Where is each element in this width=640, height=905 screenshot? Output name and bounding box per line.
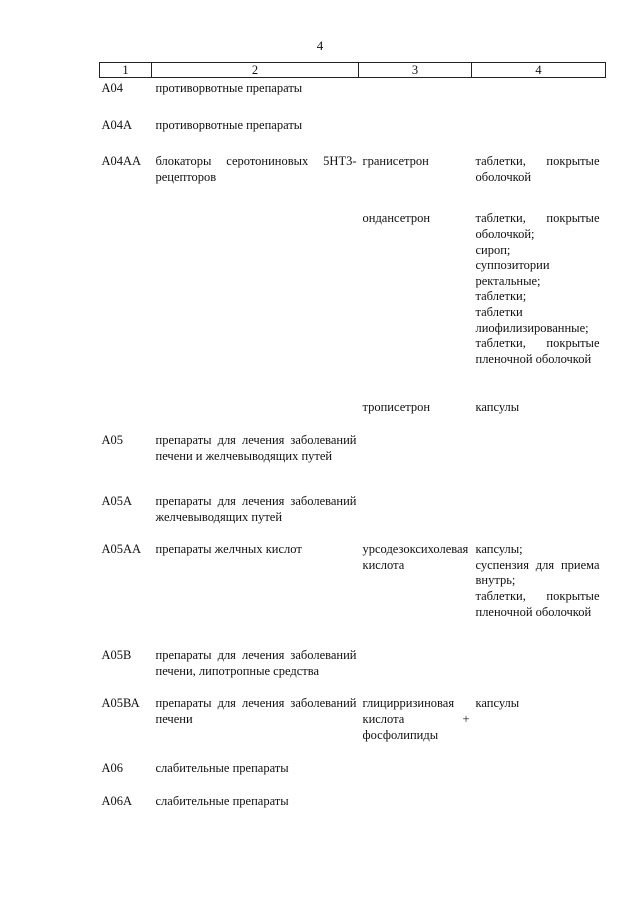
- column-header: 4: [472, 63, 606, 78]
- dosage-form-cell: [472, 645, 606, 693]
- group-name-cell: блокаторы серотониновых 5НТ3-рецепторов: [155, 154, 357, 184]
- atc-code-cell: А04: [101, 81, 124, 95]
- drug-name-cell: трописетрон: [362, 400, 431, 415]
- table-row: [100, 491, 606, 539]
- column-header: 3: [359, 63, 472, 78]
- dosage-form-cell: [472, 115, 606, 152]
- group-name-cell: препараты для лечения заболеваний печени и желчевыводящих путей: [155, 432, 357, 463]
- drug-name-cell: урсодезоксихолевая кислота: [362, 542, 469, 572]
- table-row: [100, 393, 606, 430]
- group-name-cell: [152, 208, 359, 393]
- atc-code-cell: А05АА: [101, 542, 142, 557]
- dosage-form-cell: капсулы: [475, 696, 520, 711]
- table-row: [100, 151, 606, 208]
- table-header-row: [100, 63, 606, 78]
- atc-code-cell: А04АА: [101, 154, 142, 169]
- atc-code-cell: А06: [101, 761, 124, 776]
- table-row: [100, 539, 606, 645]
- table-body: [100, 78, 606, 810]
- group-name-cell: противорвотные препараты: [155, 117, 303, 132]
- group-name-cell: препараты для лечения заболеваний желчевыводящих путей: [155, 494, 357, 524]
- table-row: [100, 693, 606, 758]
- atc-code-cell: А06А: [101, 793, 133, 808]
- drug-name-cell: [359, 791, 472, 810]
- table-row: [100, 208, 606, 393]
- drug-name-cell: [359, 115, 472, 152]
- drug-name-cell: ондансетрон: [362, 211, 431, 226]
- dosage-form-cell: [472, 491, 606, 539]
- column-header: 2: [152, 63, 359, 78]
- table-row: [100, 78, 606, 115]
- table-row: [100, 758, 606, 791]
- drug-name-cell: [359, 645, 472, 693]
- dosage-form-cell: [472, 791, 606, 810]
- table-row: [100, 791, 606, 810]
- group-name-cell: препараты для лечения заболеваний печени, липотропные средства: [155, 648, 357, 678]
- medication-table: [99, 62, 606, 809]
- atc-code-cell: А05В: [101, 648, 132, 663]
- drug-name-cell: [359, 758, 472, 791]
- group-name-cell: слабительные препараты: [155, 793, 289, 808]
- atc-code-cell: А05ВА: [101, 696, 140, 711]
- group-name-cell: слабительные препараты: [155, 761, 289, 776]
- dosage-form-cell: [472, 430, 606, 491]
- drug-name-cell: [359, 491, 472, 539]
- table-row: [100, 115, 606, 152]
- atc-code-cell: А04А: [101, 117, 133, 132]
- atc-code-cell: А05А: [101, 494, 133, 509]
- group-name-cell: препараты желчных кислот: [155, 542, 302, 557]
- atc-code-cell: А05: [101, 432, 124, 447]
- dosage-form-cell: [472, 78, 606, 115]
- table-row: [100, 645, 606, 693]
- group-name-cell: препараты для лечения заболеваний печени: [155, 696, 357, 727]
- column-header: 1: [100, 63, 152, 78]
- atc-code-cell: [100, 208, 152, 393]
- drug-name-cell: [359, 430, 472, 491]
- drug-name-cell: гранисетрон: [362, 154, 429, 169]
- atc-code-cell: [100, 393, 152, 430]
- dosage-form-cell: таблетки, покрытые оболочкой; сироп; суппозитории ректальные; таблетки; таблетки лиофилизированные; таблетки, покрытые пленочной оболочкой: [475, 211, 600, 366]
- table-row: [100, 430, 606, 491]
- drug-name-cell: [359, 78, 472, 115]
- page-number: 4: [316, 38, 324, 53]
- dosage-form-cell: капсулы; суспензия для приема внутрь; таблетки, покрытые пленочной оболочкой: [475, 542, 600, 619]
- dosage-form-cell: таблетки, покрытые оболочкой: [475, 154, 600, 184]
- group-name-cell: противорвотные препараты: [155, 81, 303, 95]
- dosage-form-cell: [472, 758, 606, 791]
- drug-name-cell: глицирризиновая кислота + фосфолипиды: [362, 696, 470, 742]
- group-name-cell: [152, 393, 359, 430]
- dosage-form-cell: капсулы: [475, 400, 520, 415]
